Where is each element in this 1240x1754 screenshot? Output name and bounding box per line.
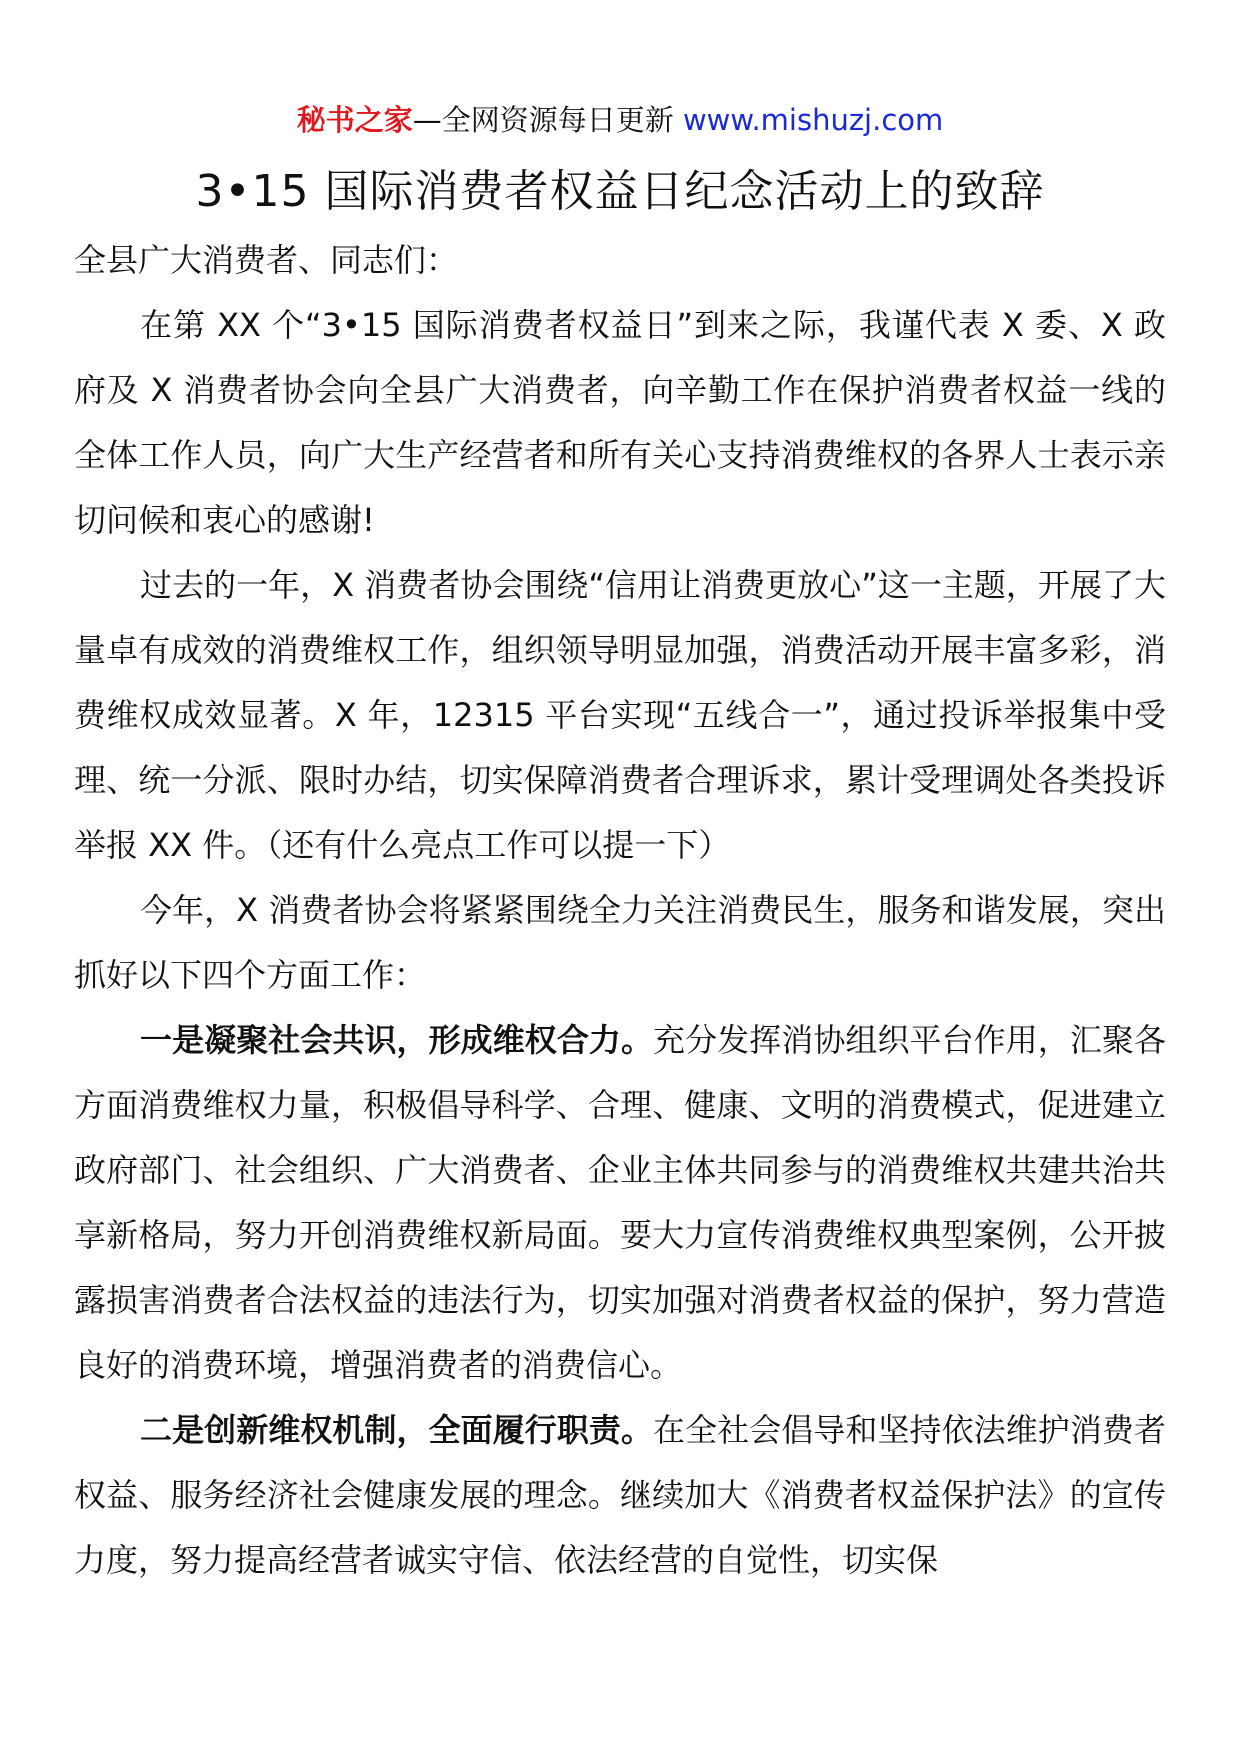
document-title: 3•15 国际消费者权益日纪念活动上的致辞 bbox=[195, 166, 1045, 217]
salutation: 全县广大消费者、同志们： bbox=[74, 241, 459, 279]
site-tagline: —全网资源每日更新 bbox=[412, 103, 683, 137]
paragraph bbox=[74, 293, 1166, 553]
paragraph bbox=[74, 553, 1166, 878]
paragraph-text: 今年，X 消费者协会将紧紧围绕全力关注消费民生，服务和谐发展，突出抓好以下四个方面工作： bbox=[74, 891, 1166, 994]
paragraph bbox=[74, 878, 1166, 1008]
paragraph-text: 充分发挥消协组织平台作用，汇聚各方面消费维权力量，积极倡导科学、合理、健康、文明的消费模式，促进建立政府部门、社会组织、广大消费者、企业主体共同参与的消费维权共建共治共享新格局，努力开创消费维权新局面。要大力宣传消费维权典型案例，公开披露损害消费者合法权益的违法行为，切实加强对消费者权益的保护，努力营造良好的消费环境，增强消费者的消费信心。 bbox=[74, 1021, 1166, 1384]
paragraph-text: 过去的一年，X 消费者协会围绕“信用让消费更放心”这一主题，开展了大量卓有成效的消费维权工作，组织领导明显加强，消费活动开展丰富多彩，消费维权成效显著。X 年，12315 平台实现“五线合一”，通过投诉举报集中受理、统一分派、限时办结，切实保障消费者合理诉求，累计受理调处各类投诉举报 XX 件。（还有什么亮点工作可以提一下） bbox=[74, 566, 1166, 864]
site-url-link[interactable]: www.mishuzj.com bbox=[682, 103, 944, 137]
paragraph-text: 在全社会倡导和坚持依法维护消费者权益、服务经济社会健康发展的理念。继续加大《消费者权益保护法》的宣传力度，努力提高经营者诚实守信、依法经营的自觉性，切实保 bbox=[74, 1411, 1166, 1579]
paragraph-lead: 一是凝聚社会共识，形成维权合力。 bbox=[140, 1021, 654, 1059]
paragraph-lead: 二是创新维权机制，全面履行职责。 bbox=[140, 1411, 654, 1449]
paragraph bbox=[74, 1398, 1166, 1593]
paragraph-text: 在第 XX 个“3•15 国际消费者权益日”到来之际，我谨代表 X 委、X 政府及 X 消费者协会向全县广大消费者，向辛勤工作在保护消费者权益一线的全体工作人员，向广大生产经营者和所有关心支持消费维权的各界人士表示亲切问候和衷心的感谢! bbox=[74, 306, 1166, 539]
paragraph bbox=[74, 1008, 1166, 1398]
site-header bbox=[0, 100, 1240, 140]
document-body bbox=[74, 228, 1166, 1593]
site-brand: 秘书之家 bbox=[296, 103, 413, 137]
